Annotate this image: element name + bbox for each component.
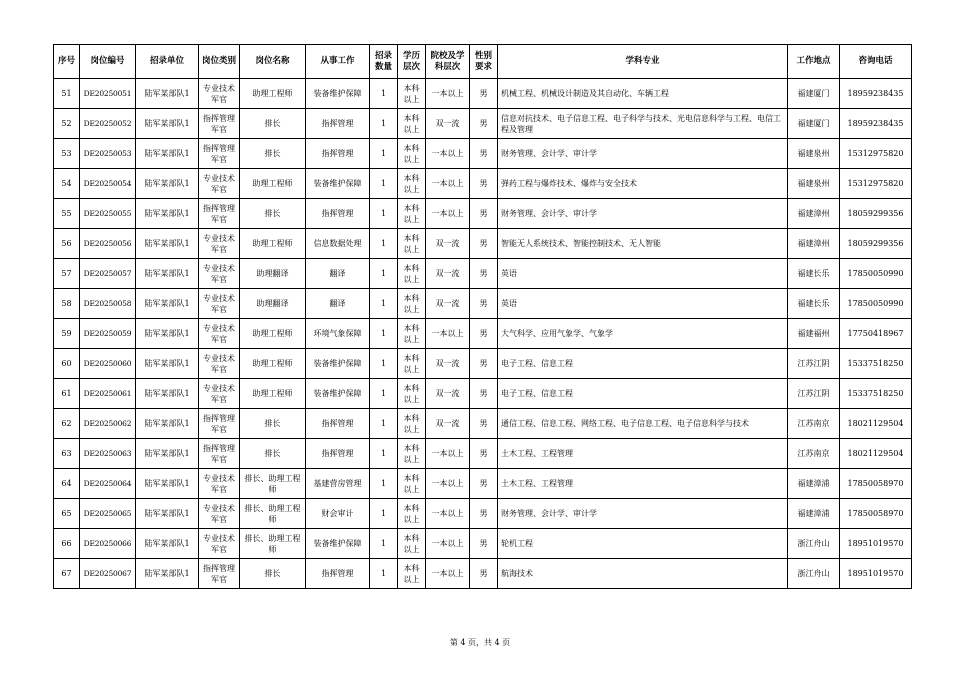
cell-edu: 本科以上	[398, 229, 426, 259]
page-footer: 第 4 页，共 4 页	[449, 638, 511, 647]
cell-no: 56	[54, 229, 80, 259]
cell-no: 57	[54, 259, 80, 289]
header-no: 序号	[54, 45, 80, 79]
cell-id: DE20250056	[80, 229, 136, 259]
cell-title: 排长、助理工程师	[240, 469, 306, 499]
cell-location: 江苏江阴	[788, 349, 840, 379]
cell-id: DE20250062	[80, 409, 136, 439]
cell-phone: 18959238435	[840, 79, 912, 109]
cell-title: 排长	[240, 109, 306, 139]
cell-category: 专业技术军官	[199, 319, 240, 349]
cell-gender: 男	[470, 289, 498, 319]
cell-id: DE20250058	[80, 289, 136, 319]
cell-work: 翻译	[306, 289, 370, 319]
cell-edu: 本科以上	[398, 349, 426, 379]
cell-count: 1	[370, 499, 398, 529]
cell-id: DE20250053	[80, 139, 136, 169]
cell-id: DE20250059	[80, 319, 136, 349]
cell-title: 助理翻译	[240, 289, 306, 319]
cell-work: 装备维护保障	[306, 79, 370, 109]
cell-id: DE20250065	[80, 499, 136, 529]
cell-count: 1	[370, 169, 398, 199]
table-row	[54, 259, 912, 289]
cell-phone: 17850050990	[840, 289, 912, 319]
cell-edu: 本科以上	[398, 169, 426, 199]
table-row	[54, 199, 912, 229]
cell-no: 61	[54, 379, 80, 409]
cell-work: 装备维护保障	[306, 169, 370, 199]
cell-unit: 陆军某部队1	[136, 319, 199, 349]
cell-phone: 18021129504	[840, 409, 912, 439]
cell-title: 排长	[240, 559, 306, 589]
table-row	[54, 499, 912, 529]
cell-school: 双一流	[426, 229, 470, 259]
cell-work: 指挥管理	[306, 109, 370, 139]
cell-edu: 本科以上	[398, 79, 426, 109]
cell-edu: 本科以上	[398, 259, 426, 289]
cell-phone: 18959238435	[840, 109, 912, 139]
cell-category: 指挥管理军官	[199, 409, 240, 439]
cell-work: 指挥管理	[306, 559, 370, 589]
cell-edu: 本科以上	[398, 559, 426, 589]
cell-location: 福建泉州	[788, 139, 840, 169]
cell-unit: 陆军某部队1	[136, 469, 199, 499]
cell-count: 1	[370, 529, 398, 559]
cell-major: 轮机工程	[498, 529, 788, 559]
cell-location: 福建漳州	[788, 229, 840, 259]
table-row	[54, 169, 912, 199]
cell-major: 英语	[498, 289, 788, 319]
cell-location: 福建长乐	[788, 259, 840, 289]
cell-gender: 男	[470, 109, 498, 139]
header-work: 从事工作	[306, 45, 370, 79]
cell-location: 福建厦门	[788, 109, 840, 139]
cell-phone: 17850058970	[840, 499, 912, 529]
cell-gender: 男	[470, 469, 498, 499]
cell-major: 机械工程、机械设计制造及其自动化、车辆工程	[498, 79, 788, 109]
cell-major: 智能无人系统技术、智能控制技术、无人智能	[498, 229, 788, 259]
cell-title: 排长	[240, 439, 306, 469]
cell-gender: 男	[470, 319, 498, 349]
cell-category: 专业技术军官	[199, 529, 240, 559]
cell-title: 助理工程师	[240, 229, 306, 259]
cell-location: 福建漳浦	[788, 499, 840, 529]
cell-count: 1	[370, 229, 398, 259]
cell-unit: 陆军某部队1	[136, 259, 199, 289]
cell-work: 财会审计	[306, 499, 370, 529]
cell-phone: 18951019570	[840, 529, 912, 559]
cell-work: 装备维护保障	[306, 349, 370, 379]
cell-gender: 男	[470, 199, 498, 229]
cell-gender: 男	[470, 259, 498, 289]
cell-unit: 陆军某部队1	[136, 169, 199, 199]
cell-no: 62	[54, 409, 80, 439]
cell-school: 一本以上	[426, 499, 470, 529]
cell-major: 土木工程、工程管理	[498, 469, 788, 499]
cell-phone: 18059299356	[840, 199, 912, 229]
cell-unit: 陆军某部队1	[136, 379, 199, 409]
cell-title: 排长	[240, 139, 306, 169]
cell-work: 指挥管理	[306, 199, 370, 229]
cell-category: 指挥管理军官	[199, 109, 240, 139]
cell-edu: 本科以上	[398, 289, 426, 319]
cell-no: 51	[54, 79, 80, 109]
cell-title: 助理工程师	[240, 349, 306, 379]
cell-major: 土木工程、工程管理	[498, 439, 788, 469]
cell-title: 排长、助理工程师	[240, 499, 306, 529]
cell-no: 52	[54, 109, 80, 139]
cell-phone: 17750418967	[840, 319, 912, 349]
cell-work: 信息数据处理	[306, 229, 370, 259]
cell-location: 福建漳浦	[788, 469, 840, 499]
cell-title: 排长	[240, 199, 306, 229]
cell-category: 专业技术军官	[199, 259, 240, 289]
cell-school: 一本以上	[426, 559, 470, 589]
cell-no: 53	[54, 139, 80, 169]
header-edu: 学历层次	[398, 45, 426, 79]
table-row	[54, 409, 912, 439]
table-row	[54, 139, 912, 169]
cell-unit: 陆军某部队1	[136, 499, 199, 529]
cell-id: DE20250057	[80, 259, 136, 289]
cell-unit: 陆军某部队1	[136, 349, 199, 379]
cell-major: 英语	[498, 259, 788, 289]
cell-gender: 男	[470, 139, 498, 169]
cell-category: 专业技术军官	[199, 169, 240, 199]
cell-category: 专业技术军官	[199, 469, 240, 499]
cell-location: 江苏南京	[788, 439, 840, 469]
cell-location: 福建厦门	[788, 79, 840, 109]
table-body	[54, 79, 912, 589]
cell-title: 助理工程师	[240, 79, 306, 109]
cell-count: 1	[370, 139, 398, 169]
header-major: 学科专业	[498, 45, 788, 79]
cell-phone: 18021129504	[840, 439, 912, 469]
table-row	[54, 349, 912, 379]
cell-no: 66	[54, 529, 80, 559]
cell-no: 67	[54, 559, 80, 589]
cell-gender: 男	[470, 349, 498, 379]
cell-edu: 本科以上	[398, 469, 426, 499]
cell-no: 55	[54, 199, 80, 229]
cell-location: 福建福州	[788, 319, 840, 349]
cell-edu: 本科以上	[398, 439, 426, 469]
cell-location: 福建长乐	[788, 289, 840, 319]
cell-work: 指挥管理	[306, 139, 370, 169]
cell-school: 一本以上	[426, 529, 470, 559]
cell-unit: 陆军某部队1	[136, 199, 199, 229]
cell-unit: 陆军某部队1	[136, 79, 199, 109]
cell-title: 助理工程师	[240, 169, 306, 199]
cell-count: 1	[370, 79, 398, 109]
cell-edu: 本科以上	[398, 109, 426, 139]
table-row	[54, 289, 912, 319]
table-row	[54, 319, 912, 349]
cell-gender: 男	[470, 169, 498, 199]
cell-gender: 男	[470, 229, 498, 259]
cell-location: 江苏江阴	[788, 379, 840, 409]
cell-no: 65	[54, 499, 80, 529]
cell-school: 双一流	[426, 289, 470, 319]
cell-work: 指挥管理	[306, 439, 370, 469]
cell-work: 基建营房管理	[306, 469, 370, 499]
cell-location: 福建漳州	[788, 199, 840, 229]
cell-school: 双一流	[426, 379, 470, 409]
cell-category: 专业技术军官	[199, 229, 240, 259]
cell-major: 通信工程、信息工程、网络工程、电子信息工程、电子信息科学与技术	[498, 409, 788, 439]
cell-gender: 男	[470, 559, 498, 589]
cell-major: 财务管理、会计学、审计学	[498, 139, 788, 169]
cell-category: 专业技术军官	[199, 79, 240, 109]
cell-count: 1	[370, 559, 398, 589]
cell-gender: 男	[470, 79, 498, 109]
cell-phone: 17850050990	[840, 259, 912, 289]
header-title: 岗位名称	[240, 45, 306, 79]
cell-gender: 男	[470, 379, 498, 409]
cell-count: 1	[370, 439, 398, 469]
cell-work: 环境气象保障	[306, 319, 370, 349]
cell-school: 一本以上	[426, 139, 470, 169]
header-count: 招录数量	[370, 45, 398, 79]
cell-school: 双一流	[426, 259, 470, 289]
cell-location: 浙江舟山	[788, 559, 840, 589]
cell-category: 专业技术军官	[199, 349, 240, 379]
cell-location: 浙江舟山	[788, 529, 840, 559]
header-phone: 咨询电话	[840, 45, 912, 79]
cell-category: 专业技术军官	[199, 289, 240, 319]
cell-school: 双一流	[426, 109, 470, 139]
cell-unit: 陆军某部队1	[136, 229, 199, 259]
cell-edu: 本科以上	[398, 499, 426, 529]
cell-unit: 陆军某部队1	[136, 409, 199, 439]
cell-id: DE20250064	[80, 469, 136, 499]
cell-unit: 陆军某部队1	[136, 529, 199, 559]
cell-phone: 15312975820	[840, 139, 912, 169]
cell-major: 大气科学、应用气象学、气象学	[498, 319, 788, 349]
cell-id: DE20250051	[80, 79, 136, 109]
cell-unit: 陆军某部队1	[136, 139, 199, 169]
table-row	[54, 379, 912, 409]
cell-id: DE20250055	[80, 199, 136, 229]
cell-phone: 15337518250	[840, 349, 912, 379]
cell-id: DE20250063	[80, 439, 136, 469]
header-location: 工作地点	[788, 45, 840, 79]
cell-gender: 男	[470, 529, 498, 559]
cell-id: DE20250060	[80, 349, 136, 379]
cell-title: 助理工程师	[240, 379, 306, 409]
cell-school: 双一流	[426, 409, 470, 439]
cell-phone: 15312975820	[840, 169, 912, 199]
cell-unit: 陆军某部队1	[136, 109, 199, 139]
cell-school: 一本以上	[426, 169, 470, 199]
cell-no: 58	[54, 289, 80, 319]
cell-major: 弹药工程与爆炸技术、爆炸与安全技术	[498, 169, 788, 199]
cell-title: 助理翻译	[240, 259, 306, 289]
cell-school: 一本以上	[426, 319, 470, 349]
cell-work: 装备维护保障	[306, 529, 370, 559]
cell-gender: 男	[470, 409, 498, 439]
cell-unit: 陆军某部队1	[136, 439, 199, 469]
table-row	[54, 109, 912, 139]
cell-no: 54	[54, 169, 80, 199]
table-row	[54, 229, 912, 259]
cell-major: 财务管理、会计学、审计学	[498, 199, 788, 229]
table-row	[54, 559, 912, 589]
cell-no: 59	[54, 319, 80, 349]
cell-school: 一本以上	[426, 439, 470, 469]
cell-category: 指挥管理军官	[199, 559, 240, 589]
cell-unit: 陆军某部队1	[136, 559, 199, 589]
cell-phone: 17850058970	[840, 469, 912, 499]
table-row	[54, 529, 912, 559]
cell-title: 助理工程师	[240, 319, 306, 349]
cell-count: 1	[370, 349, 398, 379]
cell-major: 航海技术	[498, 559, 788, 589]
header-category: 岗位类别	[199, 45, 240, 79]
cell-school: 一本以上	[426, 199, 470, 229]
cell-location: 福建泉州	[788, 169, 840, 199]
cell-edu: 本科以上	[398, 529, 426, 559]
table-row	[54, 469, 912, 499]
cell-phone: 18951019570	[840, 559, 912, 589]
cell-phone: 18059299356	[840, 229, 912, 259]
cell-school: 一本以上	[426, 469, 470, 499]
cell-count: 1	[370, 259, 398, 289]
cell-id: DE20250061	[80, 379, 136, 409]
cell-id: DE20250052	[80, 109, 136, 139]
header-id: 岗位编号	[80, 45, 136, 79]
header-school: 院校及学科层次	[426, 45, 470, 79]
cell-id: DE20250054	[80, 169, 136, 199]
header-unit: 招录单位	[136, 45, 199, 79]
cell-school: 一本以上	[426, 79, 470, 109]
cell-gender: 男	[470, 499, 498, 529]
cell-id: DE20250067	[80, 559, 136, 589]
cell-work: 翻译	[306, 259, 370, 289]
cell-count: 1	[370, 199, 398, 229]
cell-category: 指挥管理军官	[199, 139, 240, 169]
cell-major: 电子工程、信息工程	[498, 379, 788, 409]
header-gender: 性别要求	[470, 45, 498, 79]
cell-gender: 男	[470, 439, 498, 469]
cell-edu: 本科以上	[398, 379, 426, 409]
cell-major: 财务管理、会计学、审计学	[498, 499, 788, 529]
cell-work: 指挥管理	[306, 409, 370, 439]
cell-edu: 本科以上	[398, 139, 426, 169]
recruitment-table	[53, 44, 912, 589]
table-row	[54, 79, 912, 109]
cell-school: 双一流	[426, 349, 470, 379]
cell-count: 1	[370, 409, 398, 439]
cell-category: 专业技术军官	[199, 499, 240, 529]
cell-count: 1	[370, 379, 398, 409]
cell-no: 60	[54, 349, 80, 379]
cell-major: 电子工程、信息工程	[498, 349, 788, 379]
cell-location: 江苏南京	[788, 409, 840, 439]
cell-count: 1	[370, 319, 398, 349]
cell-edu: 本科以上	[398, 319, 426, 349]
cell-title: 排长、助理工程师	[240, 529, 306, 559]
cell-count: 1	[370, 109, 398, 139]
cell-major: 信息对抗技术、电子信息工程、电子科学与技术、光电信息科学与工程、电信工程及管理	[498, 109, 788, 139]
cell-unit: 陆军某部队1	[136, 289, 199, 319]
cell-work: 装备维护保障	[306, 379, 370, 409]
cell-edu: 本科以上	[398, 199, 426, 229]
cell-edu: 本科以上	[398, 409, 426, 439]
cell-phone: 15337518250	[840, 379, 912, 409]
cell-count: 1	[370, 289, 398, 319]
cell-no: 64	[54, 469, 80, 499]
table-row	[54, 439, 912, 469]
cell-category: 指挥管理军官	[199, 439, 240, 469]
table-header-row	[54, 45, 912, 79]
cell-id: DE20250066	[80, 529, 136, 559]
cell-category: 指挥管理军官	[199, 199, 240, 229]
cell-count: 1	[370, 469, 398, 499]
cell-no: 63	[54, 439, 80, 469]
cell-title: 排长	[240, 409, 306, 439]
cell-category: 专业技术军官	[199, 379, 240, 409]
